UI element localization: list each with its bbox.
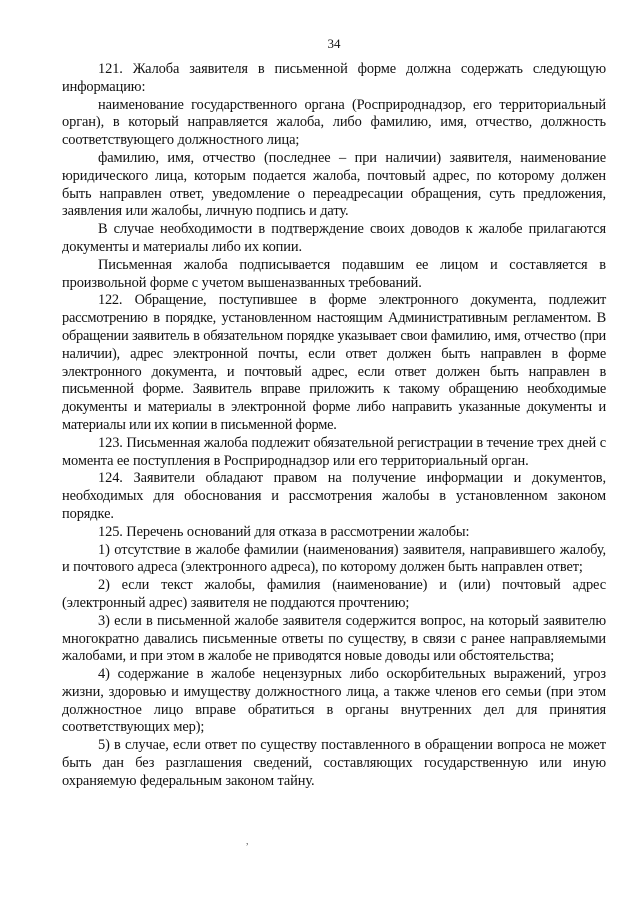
paragraph-124: 124. Заявители обладают правом на получение информации и документов, необходимых для обоснования и рассмотрения жалобы в установленном законом порядке. — [62, 470, 606, 522]
paragraph-121-signature: Письменная жалоба подписывается подавшим ее лицом и составляется в произвольной форме с учетом вышеназванных требований. — [62, 256, 606, 291]
scan-speck: , — [246, 836, 249, 847]
paragraph-121-attachments: В случае необходимости в подтверждение своих доводов к жалобе прилагаются документы и материалы либо их копии. — [62, 221, 606, 255]
paragraph-125-item-3: 3) если в письменной жалобе заявителя содержится вопрос, на который заявителю многократно давались письменные ответы по существу, в связи с ранее направляемыми жалобами, и при этом в жалобе не приводятся новые доводы или обстоятельства; — [62, 612, 606, 665]
paragraph-123: 123. Письменная жалоба подлежит обязательной регистрации в течение трех дней с момента ее поступления в Росприроднадзор или его территориальный орган. — [62, 434, 606, 469]
paragraph-121-item-authority: наименование государственного органа (Росприроднадзор, его территориальный орган), в который направляется жалоба, либо фамилию, имя, отчество, должность соответствующего должностного лица; — [62, 96, 606, 149]
paragraph-125: 125. Перечень оснований для отказа в рассмотрении жалобы: — [98, 523, 470, 540]
paragraph-121-item-applicant: фамилию, имя, отчество (последнее – при наличии) заявителя, наименование юридического лица, которым подается жалоба, почтовый адрес, по которому должен быть направлен ответ, уведомление о переадресации обращения, суть предложения, заявления или жалобы, личную подпись и дату. — [62, 149, 606, 220]
document-body — [62, 61, 606, 791]
paragraph-125-item-1: 1) отсутствие в жалобе фамилии (наименования) заявителя, направившего жалобу, и почтового адреса (электронного адреса), по которому должен быть направлен ответ; — [62, 541, 606, 576]
paragraph-121: 121. Жалоба заявителя в письменной форме должна содержать следующую информацию: — [62, 61, 606, 95]
paragraph-125-item-4: 4) содержание в жалобе нецензурных либо оскорбительных выражений, угроз жизни, здоровью и имуществу должностного лица, а также членов его семьи (при этом должностное лицо вправе обратиться в органы внутренних дел для принятия соответствующих мер); — [62, 666, 606, 736]
paragraph-122: 122. Обращение, поступившее в форме электронного документа, подлежит рассмотрению в порядке, установленном настоящим Административным регламентом. В обращении заявитель в обязательном порядке указывает свои фамилию, имя, отчество (при наличии), адрес электронной почты, если ответ должен быть направлен в форме электронного документа, и почтовый адрес, если ответ должен быть направлен в письменной форме. Заявитель вправе приложить к такому обращению необходимые документы и материалы в электронной форме либо направить указанные документы и материалы или их копии в письменной форме. — [62, 292, 606, 433]
page-number: 34 — [327, 36, 341, 51]
paragraph-125-item-5: 5) в случае, если ответ по существу поставленного в обращении вопроса не может быть дан без разглашения сведений, составляющих государственную или иную охраняемую федеральным законом тайну. — [62, 737, 606, 789]
paragraph-125-item-2: 2) если текст жалобы, фамилия (наименование) и (или) почтовый адрес (электронный адрес) заявителя не поддаются прочтению; — [62, 577, 606, 611]
